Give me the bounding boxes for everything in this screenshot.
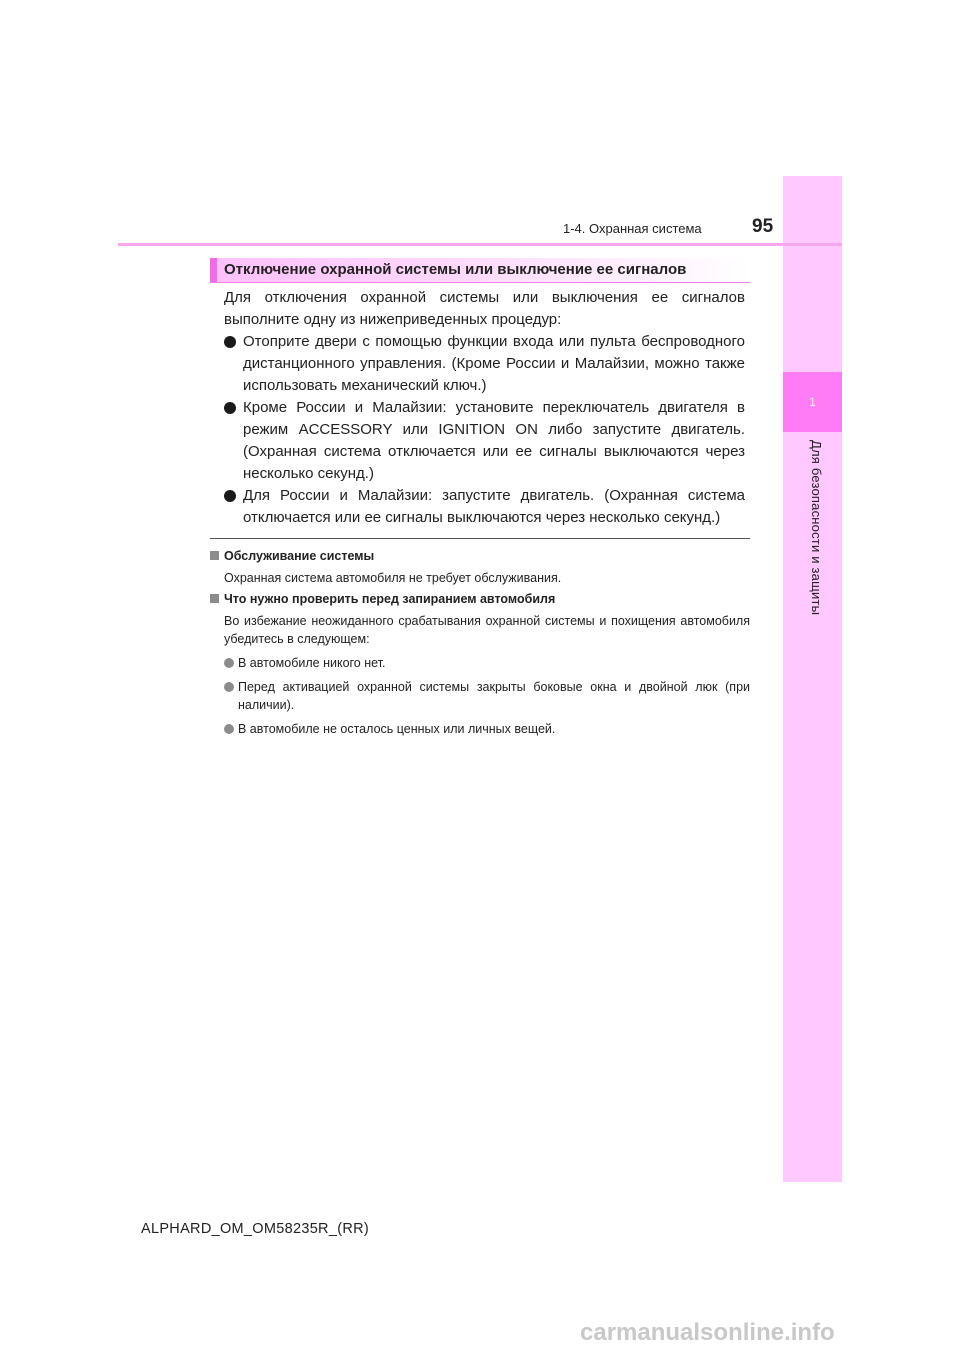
document-code: ALPHARD_OM_OM58235R_(RR) xyxy=(141,1221,369,1237)
note-title xyxy=(210,590,750,608)
header-rule xyxy=(118,243,842,246)
note-text: Во избежание неожиданного срабатывания охранной системы и похищения автомобиля убедитесь в следующем: xyxy=(224,614,750,646)
procedure-item-text: Кроме России и Малайзии: установите переключатель двигателя в режим ACCESSORY или IGNITION ON либо запустите двигатель. (Охранная система отключается или ее сигналы выключаются через несколько секунд.) xyxy=(243,399,745,482)
procedure-item-text: Отоприте двери с помощью функции входа или пульта беспроводного дистанционного управления. (Кроме России и Малайзии, можно также использовать механический ключ.) xyxy=(243,333,745,394)
check-list xyxy=(210,654,750,738)
square-bullet-icon xyxy=(210,551,219,560)
note-title xyxy=(210,547,750,565)
heading-accent xyxy=(210,258,217,282)
procedure-list xyxy=(224,331,745,529)
site-watermark: carmanualsonline.info xyxy=(580,1319,835,1346)
procedure-item xyxy=(224,331,745,397)
chapter-label: Для безопасности и защиты xyxy=(809,440,824,616)
procedure-item-text: Для России и Малайзии: запустите двигатель. (Охранная система отключается или ее сигналы выключаются через несколько секунд.) xyxy=(243,487,745,526)
check-item xyxy=(210,678,750,714)
note-title-text: Обслуживание системы xyxy=(224,549,375,563)
check-item xyxy=(210,720,750,738)
check-item-text: Перед активацией охранной системы закрыты боковые окна и двойной люк (при наличии). xyxy=(238,680,750,712)
page-number: 95 xyxy=(752,216,774,237)
bullet-dot-icon xyxy=(224,402,236,414)
procedure-item xyxy=(224,485,745,529)
bullet-dot-icon xyxy=(224,682,234,692)
side-chapter-strip xyxy=(783,176,842,1182)
note-text: Охранная система автомобиля не требует обслуживания. xyxy=(224,571,562,585)
chapter-number-tab[interactable] xyxy=(783,372,842,432)
intro-paragraph: Для отключения охранной системы или выключения ее сигналов выполните одну из нижеприведенных процедур: xyxy=(224,289,745,328)
section-divider xyxy=(210,538,750,539)
note-maintenance xyxy=(210,547,750,587)
chapter-number: 1 xyxy=(809,395,816,409)
check-item-text: В автомобиле не осталось ценных или личных вещей. xyxy=(238,722,556,736)
procedure-item xyxy=(224,397,745,485)
check-item xyxy=(210,654,750,672)
bullet-dot-icon xyxy=(224,490,236,502)
check-item-text: В автомобиле никого нет. xyxy=(238,656,386,670)
section-title: 1-4. Охранная система xyxy=(563,221,702,236)
bullet-dot-icon xyxy=(224,336,236,348)
section-heading: Отключение охранной системы или выключение ее сигналов xyxy=(224,261,687,278)
note-before-locking xyxy=(210,590,750,738)
square-bullet-icon xyxy=(210,594,219,603)
bullet-dot-icon xyxy=(224,724,234,734)
bullet-dot-icon xyxy=(224,658,234,668)
section-heading-bar xyxy=(210,258,750,283)
note-title-text: Что нужно проверить перед запиранием автомобиля xyxy=(224,592,556,606)
